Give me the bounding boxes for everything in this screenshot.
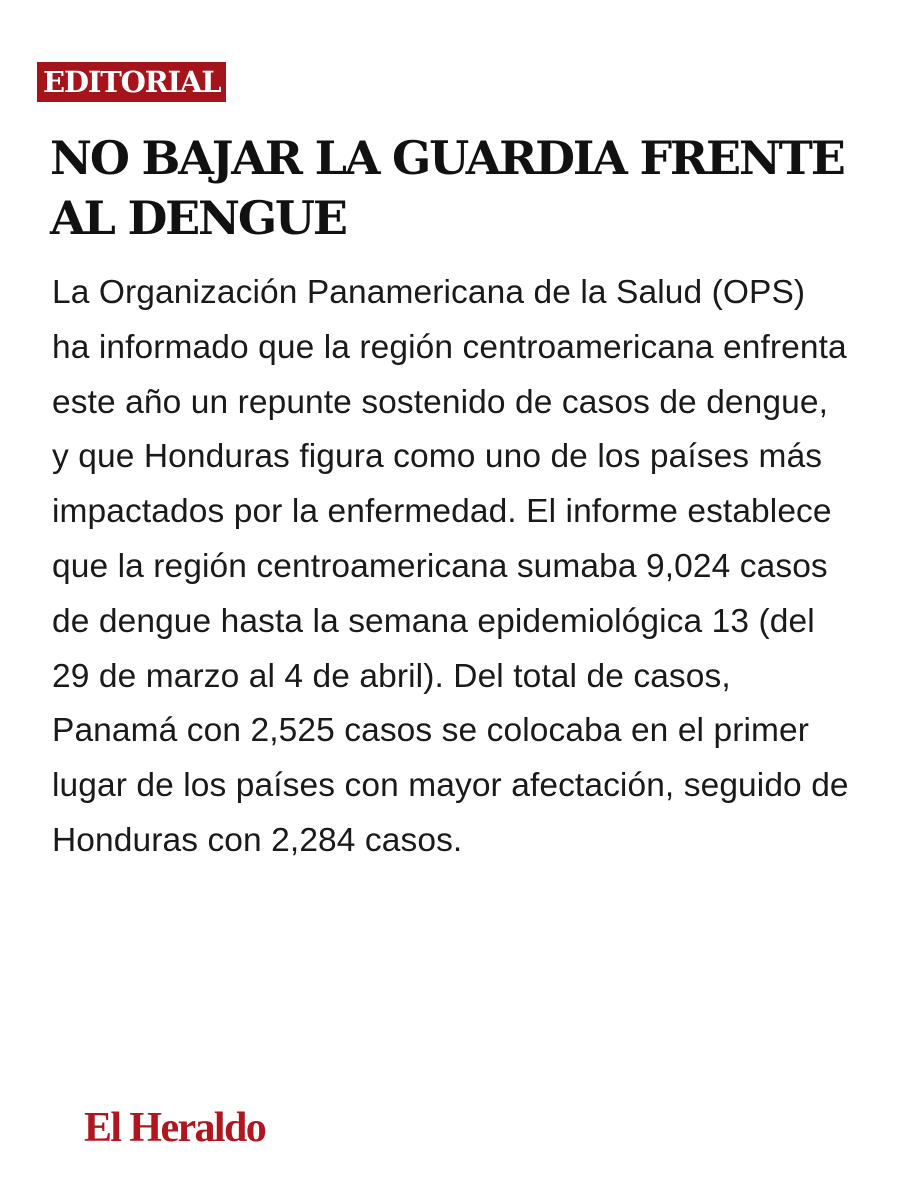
brand-logo: El Heraldo — [84, 1105, 266, 1151]
article-body: La Organización Panamericana de la Salud (OPS) ha informado que la región centroamericana enfrenta este año un repunte sostenido de casos de dengue, y que Honduras figura como uno de los países más impactados por la enfermedad. El informe establece que la región centroamericana sumaba 9,024 casos de dengue hasta la semana epidemiológica 13 (del 29 de marzo al 4 de abril). Del total de casos, Panamá con 2,525 casos se colocaba en el primer lugar de los países con mayor afectación, seguido de Honduras con 2,284 casos. — [52, 274, 849, 859]
article-headline: NO BAJAR LA GUARDIA FRENTE AL DENGUE — [50, 131, 844, 245]
section-badge: EDITORIAL — [37, 62, 226, 102]
